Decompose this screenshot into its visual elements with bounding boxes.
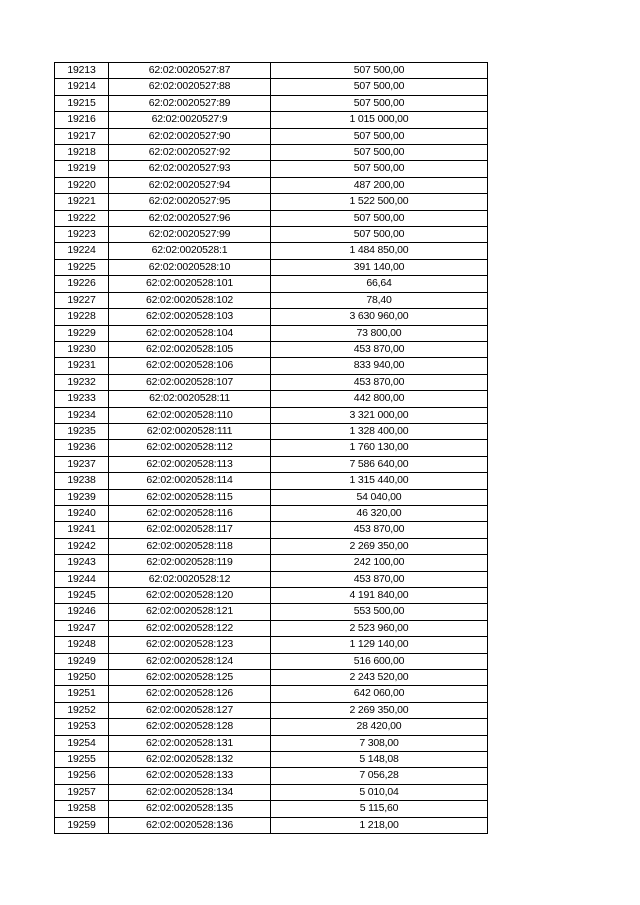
row-number-cell: 19247 [55,620,109,636]
cadastral-number-cell: 62:02:0020527:9 [109,112,271,128]
value-cell: 391 140,00 [271,259,488,275]
value-cell: 2 523 960,00 [271,620,488,636]
table-row [55,784,488,800]
cadastral-number-cell: 62:02:0020528:126 [109,686,271,702]
value-cell: 4 191 840,00 [271,588,488,604]
table-body [55,63,488,834]
value-cell: 507 500,00 [271,79,488,95]
cadastral-number-cell: 62:02:0020528:116 [109,505,271,521]
value-cell: 507 500,00 [271,161,488,177]
row-number-cell: 19251 [55,686,109,702]
cadastral-number-cell: 62:02:0020528:102 [109,292,271,308]
row-number-cell: 19230 [55,341,109,357]
table-row [55,79,488,95]
row-number-cell: 19220 [55,177,109,193]
cadastral-number-cell: 62:02:0020528:127 [109,702,271,718]
row-number-cell: 19245 [55,588,109,604]
cadastral-number-cell: 62:02:0020527:94 [109,177,271,193]
value-cell: 516 600,00 [271,653,488,669]
row-number-cell: 19256 [55,768,109,784]
row-number-cell: 19224 [55,243,109,259]
cadastral-number-cell: 62:02:0020528:132 [109,752,271,768]
cadastral-number-cell: 62:02:0020528:103 [109,309,271,325]
row-number-cell: 19243 [55,555,109,571]
value-cell: 453 870,00 [271,571,488,587]
value-cell: 507 500,00 [271,145,488,161]
cadastral-number-cell: 62:02:0020528:115 [109,489,271,505]
cadastral-number-cell: 62:02:0020528:120 [109,588,271,604]
cadastral-number-cell: 62:02:0020528:118 [109,538,271,554]
table-row [55,489,488,505]
value-cell: 73 800,00 [271,325,488,341]
cadastral-number-cell: 62:02:0020528:1 [109,243,271,259]
value-cell: 7 586 640,00 [271,456,488,472]
row-number-cell: 19232 [55,374,109,390]
table-row [55,423,488,439]
table-row [55,63,488,79]
row-number-cell: 19215 [55,95,109,111]
value-cell: 507 500,00 [271,95,488,111]
table-row [55,292,488,308]
cadastral-number-cell: 62:02:0020528:123 [109,637,271,653]
cadastral-number-cell: 62:02:0020528:101 [109,276,271,292]
table-row [55,374,488,390]
value-cell: 1 015 000,00 [271,112,488,128]
table-row [55,653,488,669]
table-row [55,112,488,128]
cadastral-number-cell: 62:02:0020528:117 [109,522,271,538]
value-cell: 242 100,00 [271,555,488,571]
cadastral-number-cell: 62:02:0020527:90 [109,128,271,144]
table-row [55,243,488,259]
table-row [55,407,488,423]
row-number-cell: 19216 [55,112,109,128]
table-row [55,227,488,243]
row-number-cell: 19240 [55,505,109,521]
cadastral-number-cell: 62:02:0020528:11 [109,391,271,407]
table-row [55,752,488,768]
table-row [55,276,488,292]
cadastral-number-cell: 62:02:0020528:134 [109,784,271,800]
value-cell: 5 148,08 [271,752,488,768]
value-cell: 3 630 960,00 [271,309,488,325]
value-cell: 507 500,00 [271,210,488,226]
value-cell: 7 056,28 [271,768,488,784]
value-cell: 78,40 [271,292,488,308]
table-row [55,325,488,341]
value-cell: 507 500,00 [271,63,488,79]
row-number-cell: 19244 [55,571,109,587]
row-number-cell: 19235 [55,423,109,439]
value-cell: 54 040,00 [271,489,488,505]
row-number-cell: 19233 [55,391,109,407]
cadastral-number-cell: 62:02:0020527:93 [109,161,271,177]
row-number-cell: 19227 [55,292,109,308]
cadastral-number-cell: 62:02:0020527:92 [109,145,271,161]
row-number-cell: 19250 [55,670,109,686]
value-cell: 1 522 500,00 [271,194,488,210]
row-number-cell: 19238 [55,473,109,489]
row-number-cell: 19253 [55,719,109,735]
cadastral-number-cell: 62:02:0020527:87 [109,63,271,79]
value-cell: 833 940,00 [271,358,488,374]
table-row [55,768,488,784]
value-cell: 5 010,04 [271,784,488,800]
table-row [55,128,488,144]
row-number-cell: 19257 [55,784,109,800]
value-cell: 507 500,00 [271,128,488,144]
table-row [55,637,488,653]
cadastral-number-cell: 62:02:0020528:122 [109,620,271,636]
row-number-cell: 19259 [55,817,109,833]
value-cell: 442 800,00 [271,391,488,407]
table-row [55,194,488,210]
cadastral-number-cell: 62:02:0020528:12 [109,571,271,587]
row-number-cell: 19231 [55,358,109,374]
row-number-cell: 19222 [55,210,109,226]
row-number-cell: 19246 [55,604,109,620]
table-row [55,177,488,193]
cadastral-number-cell: 62:02:0020528:114 [109,473,271,489]
cadastral-number-cell: 62:02:0020528:106 [109,358,271,374]
value-cell: 487 200,00 [271,177,488,193]
value-cell: 453 870,00 [271,522,488,538]
table-row [55,341,488,357]
cadastral-number-cell: 62:02:0020528:121 [109,604,271,620]
row-number-cell: 19219 [55,161,109,177]
value-cell: 7 308,00 [271,735,488,751]
row-number-cell: 19248 [55,637,109,653]
table-row [55,719,488,735]
table-row [55,473,488,489]
data-table [54,62,488,834]
cadastral-number-cell: 62:02:0020528:131 [109,735,271,751]
cadastral-number-cell: 62:02:0020527:89 [109,95,271,111]
row-number-cell: 19236 [55,440,109,456]
cadastral-number-cell: 62:02:0020527:99 [109,227,271,243]
row-number-cell: 19225 [55,259,109,275]
table-row [55,686,488,702]
table-row [55,456,488,472]
table-row [55,702,488,718]
row-number-cell: 19241 [55,522,109,538]
value-cell: 507 500,00 [271,227,488,243]
table-row [55,161,488,177]
value-cell: 453 870,00 [271,341,488,357]
row-number-cell: 19255 [55,752,109,768]
value-cell: 453 870,00 [271,374,488,390]
value-cell: 5 115,60 [271,801,488,817]
row-number-cell: 19217 [55,128,109,144]
value-cell: 66,64 [271,276,488,292]
row-number-cell: 19213 [55,63,109,79]
row-number-cell: 19223 [55,227,109,243]
table-row [55,145,488,161]
table-row [55,259,488,275]
value-cell: 2 269 350,00 [271,538,488,554]
table-row [55,604,488,620]
cadastral-number-cell: 62:02:0020528:133 [109,768,271,784]
table-row [55,210,488,226]
row-number-cell: 19252 [55,702,109,718]
cadastral-number-cell: 62:02:0020528:119 [109,555,271,571]
cadastral-number-cell: 62:02:0020528:113 [109,456,271,472]
value-cell: 1 315 440,00 [271,473,488,489]
value-cell: 642 060,00 [271,686,488,702]
table-row [55,735,488,751]
value-cell: 2 269 350,00 [271,702,488,718]
table-row [55,817,488,833]
row-number-cell: 19221 [55,194,109,210]
table-row [55,440,488,456]
value-cell: 1 760 130,00 [271,440,488,456]
table-row [55,670,488,686]
table-row [55,522,488,538]
row-number-cell: 19237 [55,456,109,472]
row-number-cell: 19229 [55,325,109,341]
value-cell: 3 321 000,00 [271,407,488,423]
row-number-cell: 19228 [55,309,109,325]
row-number-cell: 19242 [55,538,109,554]
row-number-cell: 19226 [55,276,109,292]
cadastral-number-cell: 62:02:0020528:112 [109,440,271,456]
value-cell: 46 320,00 [271,505,488,521]
row-number-cell: 19239 [55,489,109,505]
cadastral-number-cell: 62:02:0020528:124 [109,653,271,669]
table-row [55,801,488,817]
cadastral-number-cell: 62:02:0020528:104 [109,325,271,341]
cadastral-number-cell: 62:02:0020527:88 [109,79,271,95]
row-number-cell: 19254 [55,735,109,751]
table-row [55,309,488,325]
table-row [55,620,488,636]
cadastral-number-cell: 62:02:0020528:105 [109,341,271,357]
cadastral-number-cell: 62:02:0020527:96 [109,210,271,226]
cadastral-number-cell: 62:02:0020528:110 [109,407,271,423]
table-row [55,538,488,554]
row-number-cell: 19258 [55,801,109,817]
table-row [55,358,488,374]
table-row [55,588,488,604]
table-row [55,505,488,521]
cadastral-number-cell: 62:02:0020528:136 [109,817,271,833]
row-number-cell: 19214 [55,79,109,95]
value-cell: 1 218,00 [271,817,488,833]
value-cell: 1 129 140,00 [271,637,488,653]
cadastral-number-cell: 62:02:0020528:128 [109,719,271,735]
cadastral-number-cell: 62:02:0020528:111 [109,423,271,439]
table-row [55,571,488,587]
cadastral-number-cell: 62:02:0020528:135 [109,801,271,817]
table-row [55,391,488,407]
cadastral-number-cell: 62:02:0020527:95 [109,194,271,210]
cadastral-number-cell: 62:02:0020528:107 [109,374,271,390]
value-cell: 1 328 400,00 [271,423,488,439]
value-cell: 553 500,00 [271,604,488,620]
table-row [55,555,488,571]
cadastral-number-cell: 62:02:0020528:125 [109,670,271,686]
cadastral-number-cell: 62:02:0020528:10 [109,259,271,275]
table-row [55,95,488,111]
row-number-cell: 19249 [55,653,109,669]
value-cell: 2 243 520,00 [271,670,488,686]
value-cell: 1 484 850,00 [271,243,488,259]
value-cell: 28 420,00 [271,719,488,735]
row-number-cell: 19218 [55,145,109,161]
row-number-cell: 19234 [55,407,109,423]
